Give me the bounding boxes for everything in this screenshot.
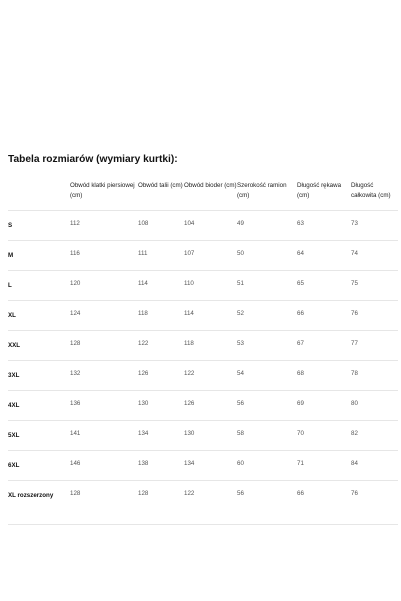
size-label: XL [8, 311, 16, 319]
cell-chest: 128 [70, 339, 81, 347]
header-chest: Obwód klatki piersiowej (cm) [70, 182, 135, 199]
cell-chest: 136 [70, 399, 81, 407]
cell-total-length: 74 [351, 249, 358, 257]
page-title: Tabela rozmiarów (wymiary kurtki): [8, 154, 178, 165]
cell-sleeve: 67 [297, 339, 304, 347]
cell-sleeve: 63 [297, 219, 304, 227]
cell-chest: 112 [70, 219, 80, 227]
cell-hips: 126 [184, 399, 195, 407]
table-row [8, 210, 398, 240]
cell-waist: 134 [138, 429, 149, 437]
size-label: 4XL [8, 401, 20, 409]
table-row [8, 300, 398, 330]
size-label: 3XL [8, 371, 20, 379]
table-row [8, 240, 398, 270]
cell-shoulders: 56 [237, 399, 244, 407]
cell-shoulders: 51 [237, 279, 244, 287]
cell-hips: 122 [184, 489, 195, 497]
header-total-length: Długość całkowita (cm) [351, 182, 391, 199]
table-row [8, 420, 398, 450]
cell-shoulders: 50 [237, 249, 244, 257]
cell-hips: 122 [184, 369, 195, 377]
cell-hips: 134 [184, 459, 195, 467]
cell-chest: 146 [70, 459, 81, 467]
cell-waist: 128 [138, 489, 149, 497]
header-waist: Obwód talii (cm) [138, 182, 183, 189]
cell-total-length: 76 [351, 489, 358, 497]
cell-hips: 118 [184, 339, 194, 347]
cell-shoulders: 58 [237, 429, 244, 437]
cell-sleeve: 70 [297, 429, 304, 437]
cell-shoulders: 53 [237, 339, 244, 347]
cell-shoulders: 52 [237, 309, 244, 317]
cell-waist: 126 [138, 369, 149, 377]
header-hips: Obwód bioder (cm) [184, 182, 237, 189]
cell-waist: 122 [138, 339, 149, 347]
cell-hips: 107 [184, 249, 195, 257]
cell-shoulders: 54 [237, 369, 244, 377]
cell-chest: 141 [70, 429, 81, 437]
cell-total-length: 84 [351, 459, 358, 467]
cell-sleeve: 65 [297, 279, 304, 287]
cell-total-length: 80 [351, 399, 358, 407]
cell-chest: 120 [70, 279, 81, 287]
table-row [8, 330, 398, 360]
table-row [8, 450, 398, 480]
size-label: M [8, 251, 14, 259]
cell-shoulders: 56 [237, 489, 244, 497]
cell-total-length: 73 [351, 219, 358, 227]
size-label: L [8, 281, 12, 289]
cell-hips: 130 [184, 429, 195, 437]
table-row [8, 270, 398, 300]
table-row [8, 360, 398, 390]
cell-total-length: 78 [351, 369, 358, 377]
cell-waist: 130 [138, 399, 149, 407]
cell-sleeve: 71 [297, 459, 304, 467]
cell-waist: 138 [138, 459, 149, 467]
cell-waist: 111 [138, 249, 148, 257]
cell-sleeve: 66 [297, 309, 304, 317]
cell-total-length: 77 [351, 339, 358, 347]
header-size [8, 174, 70, 210]
cell-shoulders: 60 [237, 459, 244, 467]
cell-waist: 118 [138, 309, 148, 317]
cell-chest: 116 [70, 249, 80, 257]
cell-hips: 104 [184, 219, 195, 227]
table-row [8, 390, 398, 420]
size-label: 5XL [8, 431, 20, 439]
cell-total-length: 82 [351, 429, 358, 437]
header-sleeve: Długość rękawa (cm) [297, 182, 342, 199]
size-label: XL rozszerzony [8, 491, 54, 499]
cell-chest: 132 [70, 369, 81, 377]
cell-chest: 128 [70, 489, 81, 497]
header-shoulders: Szerokość ramion (cm) [237, 182, 287, 199]
table-header-row [8, 174, 398, 210]
cell-hips: 114 [184, 309, 194, 317]
cell-total-length: 75 [351, 279, 358, 287]
cell-total-length: 76 [351, 309, 358, 317]
cell-sleeve: 64 [297, 249, 304, 257]
cell-sleeve: 68 [297, 369, 304, 377]
cell-sleeve: 69 [297, 399, 304, 407]
size-label: S [8, 221, 13, 229]
size-label: 6XL [8, 461, 20, 469]
cell-chest: 124 [70, 309, 81, 317]
cell-shoulders: 49 [237, 219, 244, 227]
cell-hips: 110 [184, 279, 194, 287]
cell-waist: 114 [138, 279, 148, 287]
table-row [8, 480, 398, 524]
cell-waist: 108 [138, 219, 149, 227]
cell-sleeve: 66 [297, 489, 304, 497]
size-table [8, 174, 398, 525]
size-label: XXL [8, 341, 21, 349]
